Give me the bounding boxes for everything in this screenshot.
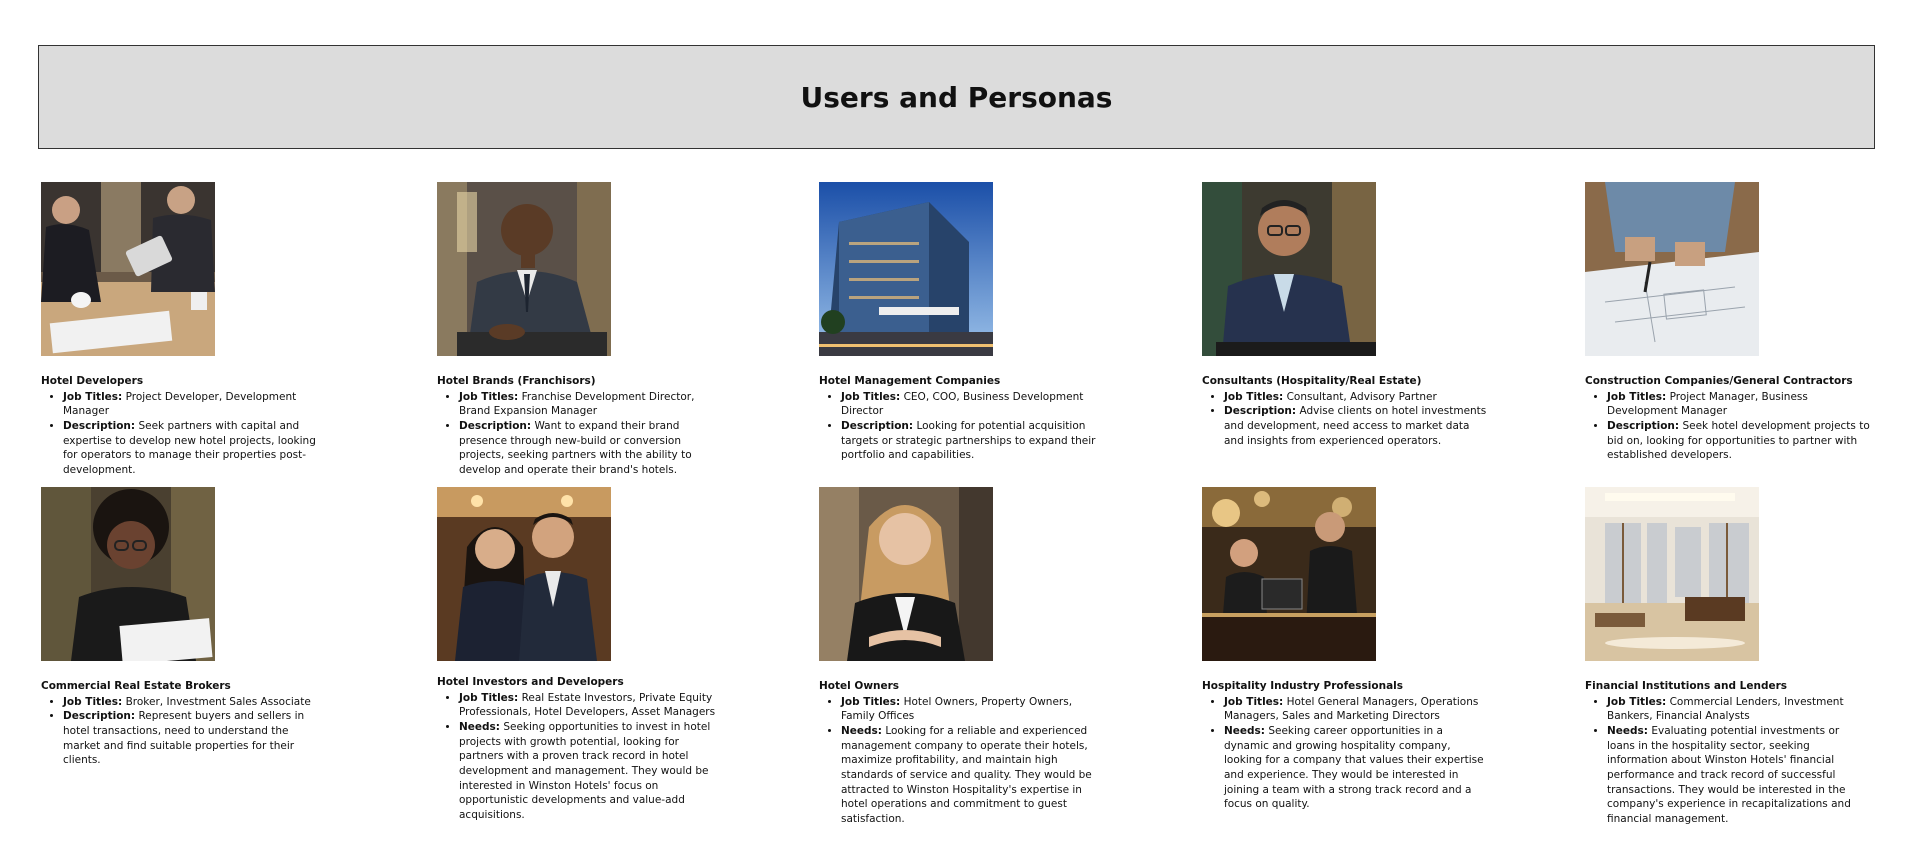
persona-card-hospitality-professionals bbox=[1202, 487, 1487, 812]
persona-name: Construction Companies/General Contractors bbox=[1585, 375, 1853, 387]
persona-photo bbox=[819, 487, 993, 661]
persona-photo bbox=[41, 487, 215, 661]
description-item: • Description: Seek hotel development projects to bid on, looking for opportunities to partner with established developers. bbox=[1607, 419, 1870, 463]
persona-card-hotel-investors bbox=[437, 487, 722, 823]
persona-name: Consultants (Hospitality/Real Estate) bbox=[1202, 375, 1422, 387]
job-titles-item: • Job Titles: Broker, Investment Sales Associate bbox=[63, 695, 326, 710]
description-item: • Description: Advise clients on hotel investments and development, need access to market data and insights from experienced operators. bbox=[1224, 404, 1487, 448]
title-banner bbox=[38, 45, 1875, 149]
persona-details bbox=[819, 390, 1104, 464]
persona-card-financial-institutions bbox=[1585, 487, 1870, 827]
persona-card-hotel-brands bbox=[437, 182, 722, 478]
needs-item: • Needs: Looking for a reliable and experienced management company to operate their hotels, maximize profitability, and maintain high standards of service and quality. They would be attracted to Winston Hospitality's expertise in hotel operations and commitment to guest satisfaction. bbox=[841, 724, 1104, 827]
persona-card-construction bbox=[1585, 182, 1870, 463]
persona-name: Financial Institutions and Lenders bbox=[1585, 680, 1788, 692]
persona-details bbox=[41, 695, 326, 769]
persona-photo bbox=[437, 182, 611, 356]
job-titles-item: • Job Titles: Commercial Lenders, Investment Bankers, Financial Analysts bbox=[1607, 695, 1870, 724]
persona-details bbox=[41, 390, 326, 478]
persona-photo bbox=[41, 182, 215, 356]
description-item: • Description: Want to expand their brand presence through new-build or conversion projects, seeking partners with the ability to develop and operate their brand's hotels. bbox=[459, 419, 722, 478]
persona-details bbox=[1202, 390, 1487, 449]
persona-name: Hotel Owners bbox=[819, 680, 900, 692]
description-item: • Description: Looking for potential acquisition targets or strategic partnerships to expand their portfolio and capabilities. bbox=[841, 419, 1104, 463]
persona-name: Hospitality Industry Professionals bbox=[1202, 680, 1404, 692]
persona-photo bbox=[437, 487, 611, 661]
job-titles-item: • Job Titles: CEO, COO, Business Development Director bbox=[841, 390, 1104, 419]
persona-name: Hotel Management Companies bbox=[819, 375, 1001, 387]
persona-details bbox=[1585, 390, 1870, 464]
persona-details bbox=[819, 695, 1104, 827]
persona-card-hotel-developers bbox=[41, 182, 326, 478]
persona-card-cre-brokers bbox=[41, 487, 326, 768]
persona-details bbox=[1585, 695, 1870, 827]
needs-item: • Needs: Seeking opportunities to invest in hotel projects with growth potential, looking for partners with a proven track record in hotel development and management. They would be interested in Winston Hotels' focus on opportunistic developments and value-add acquisitions. bbox=[459, 720, 722, 823]
job-titles-item: • Job Titles: Hotel General Managers, Operations Managers, Sales and Marketing Directors bbox=[1224, 695, 1487, 724]
job-titles-item: • Job Titles: Hotel Owners, Property Owners, Family Offices bbox=[841, 695, 1104, 724]
persona-name: Commercial Real Estate Brokers bbox=[41, 680, 231, 692]
persona-details bbox=[437, 691, 722, 823]
job-titles-item: • Job Titles: Project Developer, Development Manager bbox=[63, 390, 326, 419]
job-titles-item: • Job Titles: Franchise Development Director, Brand Expansion Manager bbox=[459, 390, 722, 419]
persona-photo bbox=[1202, 487, 1376, 661]
persona-name: Hotel Investors and Developers bbox=[437, 676, 624, 688]
persona-name: Hotel Developers bbox=[41, 375, 144, 387]
persona-photo bbox=[1585, 182, 1759, 356]
description-item: • Description: Represent buyers and sellers in hotel transactions, need to understand the market and find suitable properties for their clients. bbox=[63, 709, 326, 768]
persona-photo bbox=[819, 182, 993, 356]
persona-photo bbox=[1202, 182, 1376, 356]
persona-details bbox=[1202, 695, 1487, 813]
page-title: Users and Personas bbox=[800, 80, 1113, 114]
persona-photo bbox=[1585, 487, 1759, 661]
job-titles-item: • Job Titles: Project Manager, Business Development Manager bbox=[1607, 390, 1870, 419]
needs-item: • Needs: Seeking career opportunities in a dynamic and growing hospitality company, looking for a company that values their expertise and experience. They would be interested in joining a team with a strong track record and a focus on quality. bbox=[1224, 724, 1487, 812]
persona-card-hotel-owners bbox=[819, 487, 1104, 827]
job-titles-item: • Job Titles: Real Estate Investors, Private Equity Professionals, Hotel Developers, Asset Managers bbox=[459, 691, 722, 720]
persona-card-hotel-management bbox=[819, 182, 1104, 463]
persona-name: Hotel Brands (Franchisors) bbox=[437, 375, 596, 387]
persona-card-consultants bbox=[1202, 182, 1487, 448]
needs-item: • Needs: Evaluating potential investments or loans in the hospitality sector, seeking information about Winston Hotels' financial performance and track record of successful transactions. They would be interested in the company's experience in recapitalizations and financial management. bbox=[1607, 724, 1870, 827]
description-item: • Description: Seek partners with capital and expertise to develop new hotel projects, looking for operators to manage their properties post-development. bbox=[63, 419, 326, 478]
job-titles-item: • Job Titles: Consultant, Advisory Partner bbox=[1224, 390, 1487, 405]
persona-details bbox=[437, 390, 722, 478]
